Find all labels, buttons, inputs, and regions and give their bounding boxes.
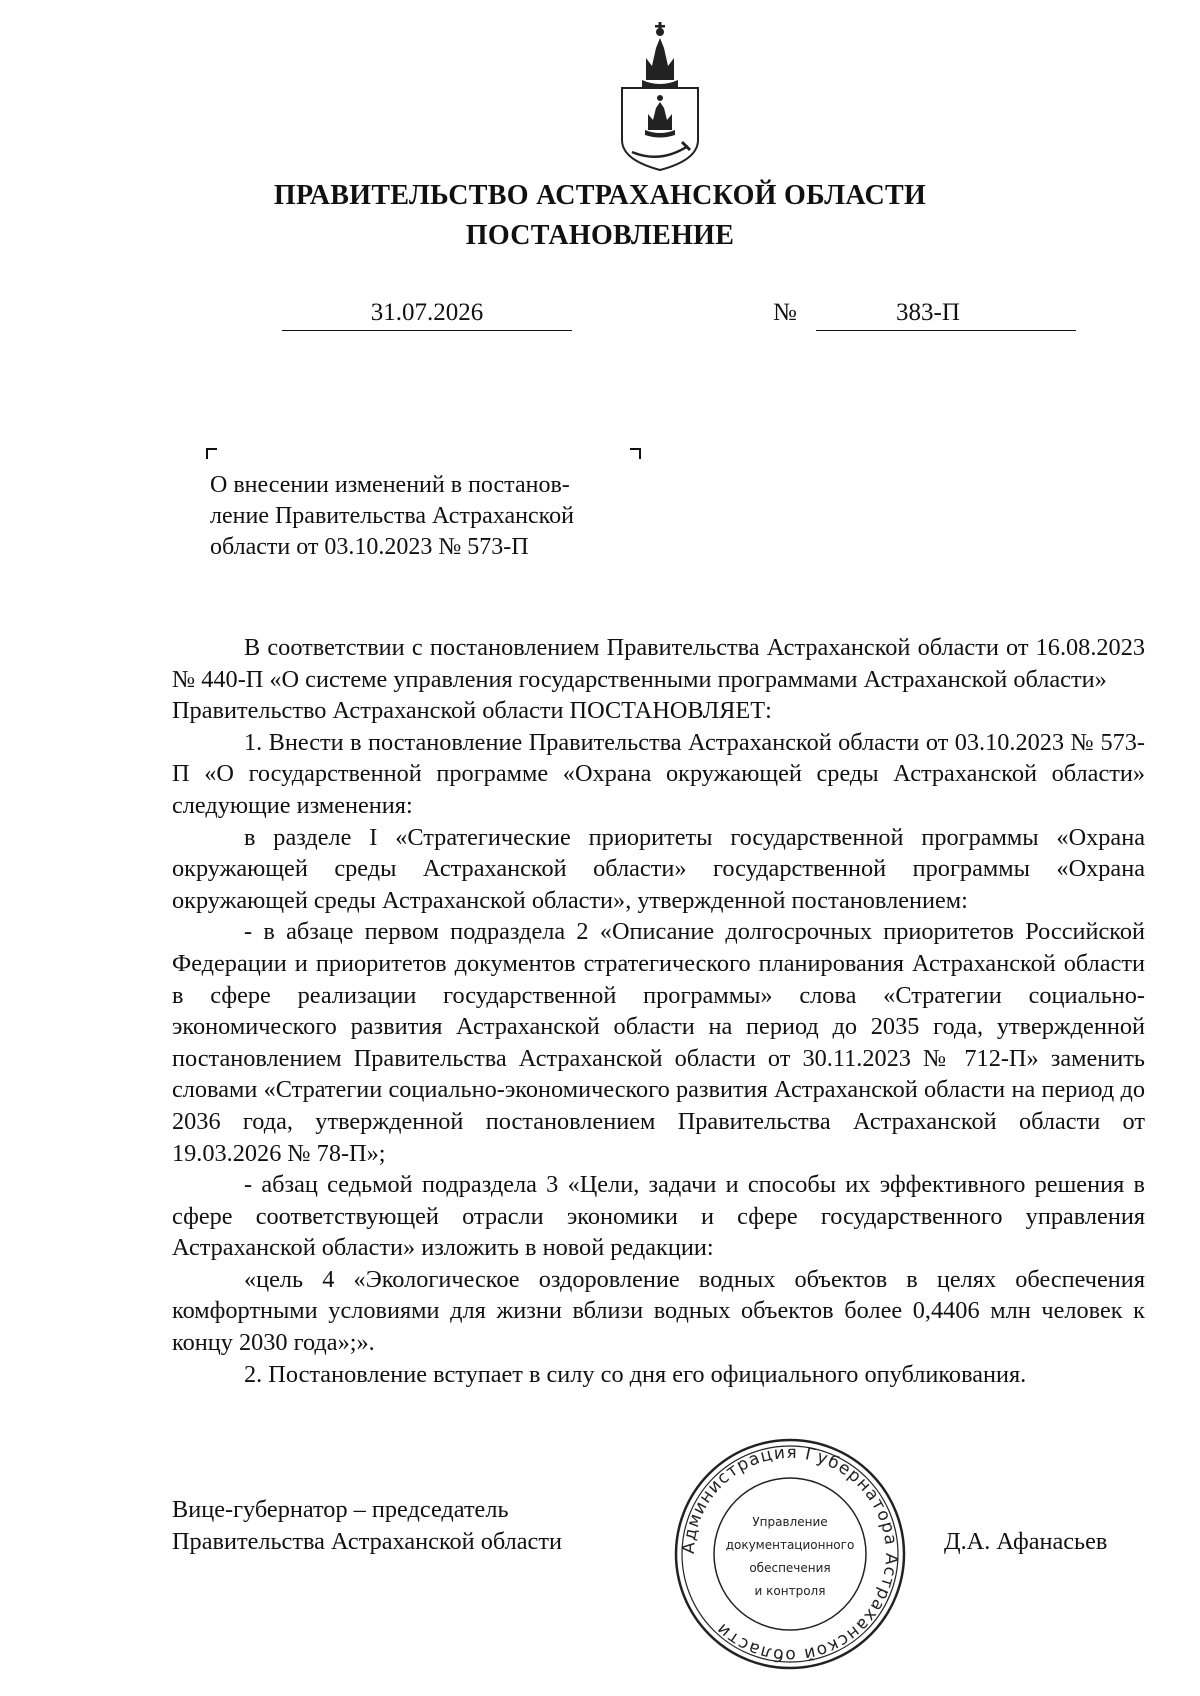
seal-inner-line: документационного <box>725 1538 855 1552</box>
amendment-2-paragraph: - абзац седьмой подраздела 3 «Цели, задачи и способы их эффективного решения в сфере соответствующей отрасли экономики и сфере государственного управления Астраханской области» изложить в новой редакции: <box>172 1171 1145 1262</box>
seal-inner-line: Управление <box>752 1515 828 1529</box>
subject-line: области от 03.10.2023 № 573-П <box>210 534 529 560</box>
seal-inner-line: обеспечения <box>749 1561 831 1575</box>
resolves-paragraph: Правительство Астраханской области ПОСТАНОВЛЯЕТ: <box>172 697 772 725</box>
coat-of-arms-icon <box>616 18 704 172</box>
document-date: 31.07.2026 <box>282 296 572 331</box>
document-body <box>172 632 1145 1390</box>
document-number-field <box>816 296 1076 331</box>
seal-outer-text: Администрация Губернатора Астраханской области <box>678 1442 902 1666</box>
svg-text:Администрация Губернатора Астр <box>679 1443 901 1665</box>
clause-2-paragraph: 2. Постановление вступает в силу со дня его официального опубликования. <box>244 1360 1027 1388</box>
subject-bracket-right-icon <box>630 448 641 459</box>
signer-position-line: Правительства Астраханской области <box>172 1528 562 1555</box>
signer-position <box>172 1494 562 1558</box>
government-title: ПРАВИТЕЛЬСТВО АСТРАХАНСКОЙ ОБЛАСТИ <box>273 180 927 211</box>
signer-name: Д.А. Афанасьев <box>944 1528 1108 1555</box>
section-1-paragraph: в разделе I «Стратегические приоритеты государственной программы «Охрана окружающей среды Астраханской области» государственной программы «Охрана окружающей среды Астраханской области», утвержденной постановлением: <box>172 823 1145 914</box>
document-subject <box>210 470 640 563</box>
official-seal-icon <box>672 1436 908 1672</box>
document-type-title: ПОСТАНОВЛЕНИЕ <box>465 220 735 251</box>
subject-line: О внесении изменений в постанов- <box>210 472 570 498</box>
number-sign: № <box>773 299 797 326</box>
new-wording-paragraph: «цель 4 «Экологическое оздоровление водных объектов в целях обеспечения комфортными условиями для жизни вблизи водных объектов более 0,4406 млн человек к концу 2030 года»;». <box>172 1265 1145 1357</box>
preamble-paragraph: В соответствии с постановлением Правительства Астраханской области от 16.08.2023 № 440-П «О системе управления государственными программами Астраханской области» <box>172 634 1145 693</box>
subject-line: ление Правительства Астраханской <box>210 503 574 529</box>
signer-position-line: Вице-губернатор – председатель <box>172 1496 509 1523</box>
clause-1-paragraph: 1. Внести в постановление Правительства Астраханской области от 03.10.2023 № 573-П «О государственной программе «Охрана окружающей среды Астраханской области» следующие изменения: <box>172 728 1145 819</box>
subject-bracket-left-icon <box>206 448 217 459</box>
document-number: 383-П <box>896 299 960 326</box>
seal-inner-line: и контроля <box>754 1584 826 1598</box>
amendment-1-paragraph: - в абзаце первом подраздела 2 «Описание долгосрочных приоритетов Российской Федерации и приоритетов документов стратегического планирования Астраханской области в сфере реализации государственной программы» слова «Стратегии социально-экономического развития Астраханской области на период до 2035 года, утвержденной постановлением Правительства Астраханской области от 30.11.2023 № 712-П» заменить словами «Стратегии социально-экономического развития Астраханской области на период до 2036 года, утвержденной постановлением Правительства Астраханской области от 19.03.2026 № 78-П»; <box>172 918 1145 1167</box>
